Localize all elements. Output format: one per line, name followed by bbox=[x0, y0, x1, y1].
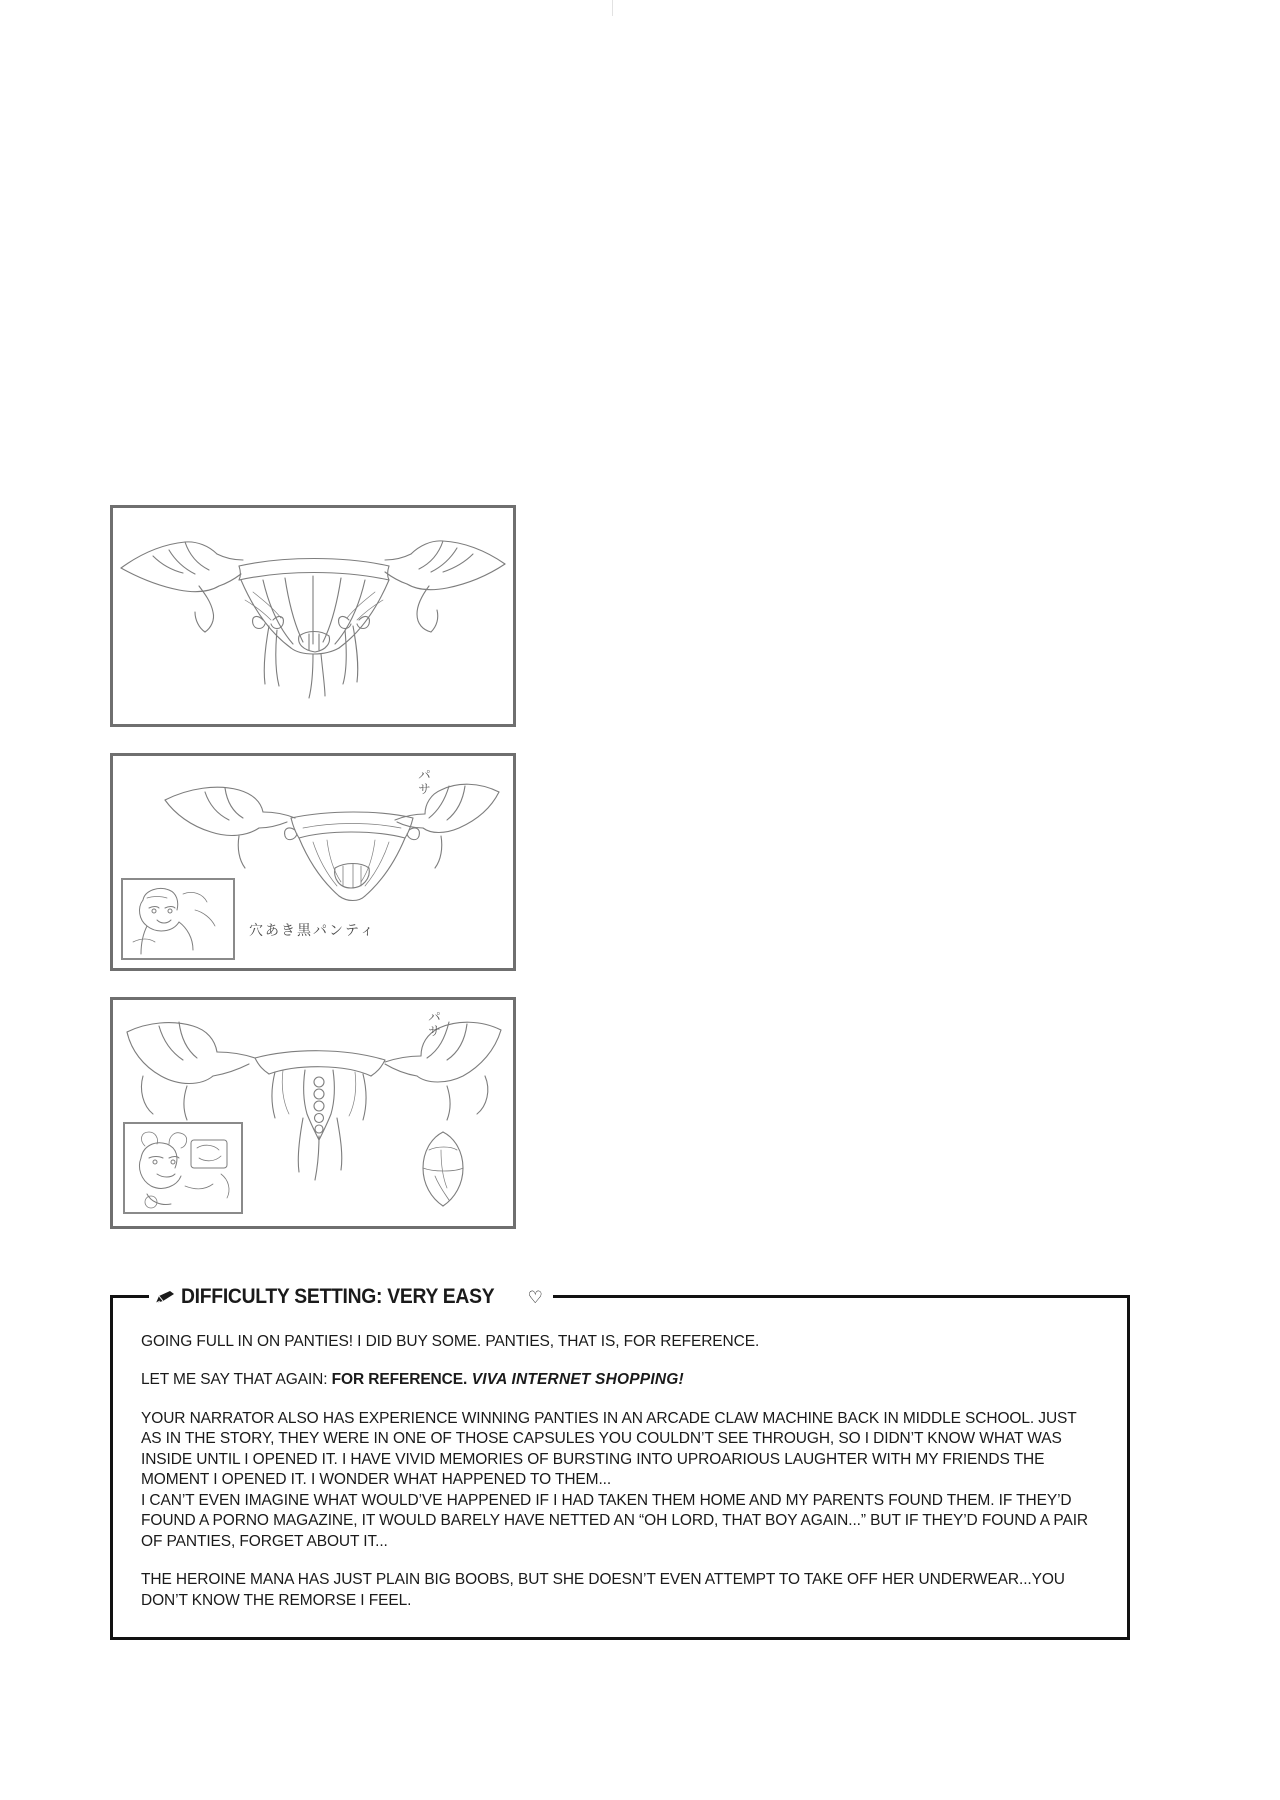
panel-2 bbox=[110, 753, 516, 971]
paragraph-2-bold: FOR REFERENCE. bbox=[331, 1371, 468, 1389]
doodle-sketch bbox=[125, 1124, 241, 1212]
panel-2-jp-note: 穴あき黒パンティ bbox=[249, 923, 376, 939]
panel-2-sfx: パサ bbox=[415, 768, 430, 796]
chibi-sketch bbox=[123, 880, 233, 958]
heart-icon: ♡ bbox=[527, 1287, 543, 1307]
registration-tick bbox=[612, 0, 613, 16]
panel-1-artwork bbox=[113, 508, 513, 724]
paragraph-2-lead: LET ME SAY THAT AGAIN: bbox=[141, 1371, 332, 1389]
panel-3-inset-doodle bbox=[123, 1122, 243, 1214]
sketch-panel-column bbox=[110, 505, 516, 1255]
pencil-icon bbox=[155, 1290, 175, 1305]
commentary-paragraph-3: YOUR NARRATOR ALSO HAS EXPERIENCE WINNING PANTIES IN AN ARCADE CLAW MACHINE BACK IN MIDDLE SCHOOL. JUST AS IN THE STORY, THEY WERE IN ONE OF THOSE CAPSULES YOU COULDN’T SEE THROUGH, SO I DIDN’T KNOW WHAT WAS INSIDE UNTIL I OPENED IT. I HAVE VIVID MEMORIES OF BURSTING INTO UPROARIOUS LAUGHTER WITH MY FRIENDS THE MOMENT I OPENED IT. I WONDER WHAT HAPPENED TO THEM... bbox=[141, 1409, 1077, 1489]
panel-3 bbox=[110, 997, 516, 1229]
panel-1 bbox=[110, 505, 516, 727]
commentary-heading-text: DIFFICULTY SETTING: VERY EASY bbox=[181, 1285, 495, 1308]
commentary-paragraph-5: THE HEROINE MANA HAS JUST PLAIN BIG BOOBS, BUT SHE DOESN’T EVEN ATTEMPT TO TAKE OFF HER UNDERWEAR...YOU DON’T KNOW THE REMORSE I FEEL. bbox=[141, 1571, 1065, 1609]
commentary-box bbox=[110, 1285, 1130, 1640]
commentary-paragraph-4: I CAN’T EVEN IMAGINE WHAT WOULD’VE HAPPENED IF I HAD TAKEN THEM HOME AND MY PARENTS FOUND THEM. IF THEY’D FOUND A PORNO MAGAZINE, IT WOULD BARELY HAVE NETTED AN “OH LORD, THAT BOY AGAIN...” BUT IF THEY’D FOUND A PAIR OF PANTIES, FORGET ABOUT IT... bbox=[141, 1491, 1089, 1550]
commentary-paragraph-2 bbox=[141, 1370, 1099, 1390]
commentary-paragraph-1: GOING FULL IN ON PANTIES! I DID BUY SOME. PANTIES, THAT IS, FOR REFERENCE. bbox=[141, 1333, 760, 1350]
commentary-heading bbox=[149, 1285, 553, 1309]
panel-2-inset-doodle bbox=[121, 878, 235, 960]
paragraph-2-italic: VIVA INTERNET SHOPPING! bbox=[467, 1371, 684, 1389]
panel-3-sfx: パサ bbox=[425, 1010, 440, 1038]
pencil-icon-svg bbox=[155, 1290, 175, 1305]
